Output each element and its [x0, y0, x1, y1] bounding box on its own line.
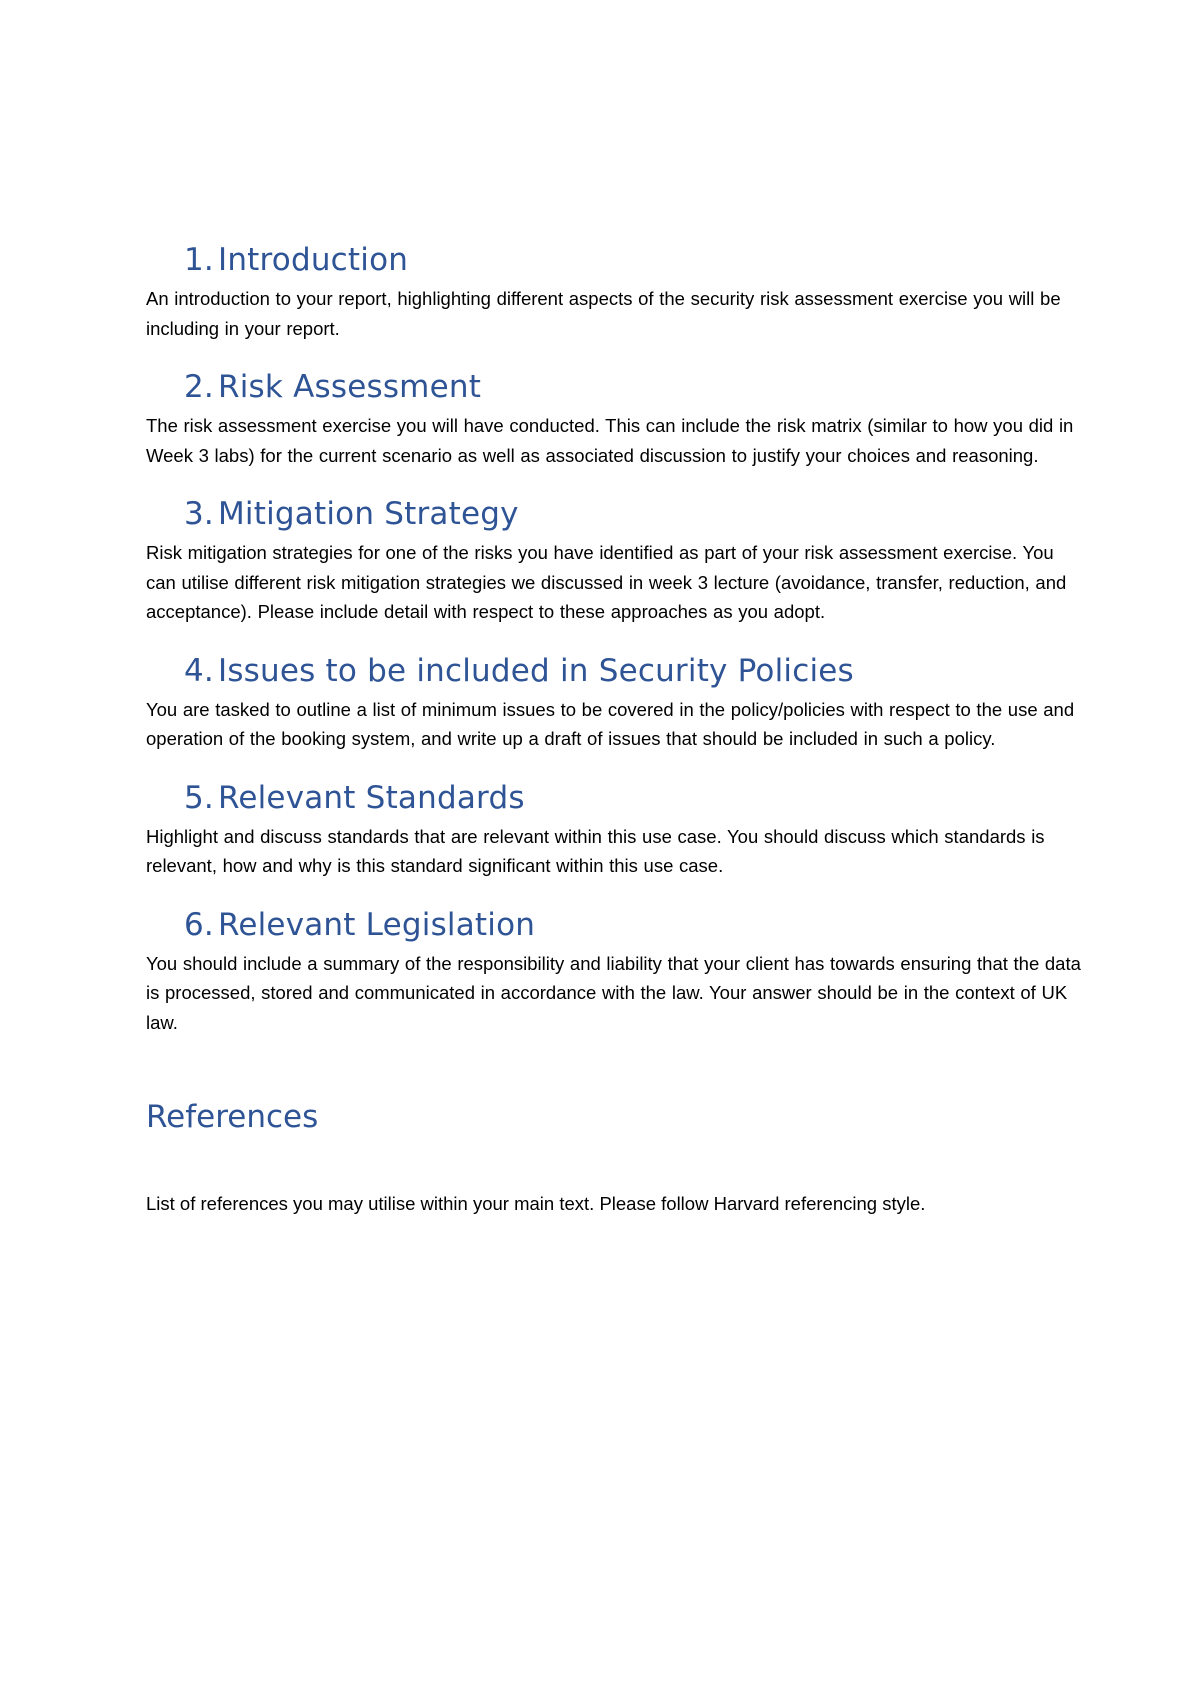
- section-body: Risk mitigation strategies for one of the risks you have identified as part of your risk assessment exercise. You can utilise different risk mitigation strategies we discussed in week 3 lecture (avoidance, transfer, reduction, and acceptance). Please include detail with respect to these approaches as you adopt.: [146, 542, 1067, 622]
- section-title: Introduction: [217, 242, 409, 278]
- section-number: 6.: [184, 906, 214, 943]
- section-title: Risk Assessment: [217, 369, 482, 405]
- section-relevant-standards: [146, 778, 1086, 881]
- section-heading: [146, 494, 1086, 534]
- section-heading: [146, 651, 1086, 691]
- section-title: Relevant Standards: [217, 779, 525, 816]
- section-mitigation-strategy: [146, 494, 1086, 627]
- section-body: You should include a summary of the responsibility and liability that your client has towards ensuring that the data is processed, stored and communicated in accordance with the law. Your answer should be in the context of UK law.: [146, 952, 1081, 1033]
- section-body: You are tasked to outline a list of minimum issues to be covered in the policy/policies with respect to the use and operation of the booking system, and write up a draft of issues that should be included in such a policy.: [146, 698, 1075, 749]
- references-heading: References: [146, 1099, 319, 1135]
- section-title: Relevant Legislation: [217, 906, 536, 943]
- section-security-policies: [146, 651, 1086, 754]
- section-heading: [146, 240, 1086, 280]
- section-body: An introduction to your report, highlighting different aspects of the security risk assessment exercise you will be including in your report.: [146, 288, 1061, 339]
- section-introduction: [146, 240, 1086, 343]
- section-number: 3.: [184, 496, 214, 532]
- section-body: The risk assessment exercise you will have conducted. This can include the risk matrix (similar to how you did in Week 3 labs) for the current scenario as well as associated discussion to justify your choices and reasoning.: [146, 415, 1074, 466]
- section-title: Mitigation Strategy: [217, 496, 519, 532]
- section-number: 5.: [184, 779, 214, 816]
- section-number: 1.: [184, 242, 214, 278]
- section-heading: [146, 905, 1086, 945]
- section-relevant-legislation: [146, 905, 1086, 1038]
- section-number: 4.: [184, 652, 214, 689]
- section-title: Issues to be included in Security Policies: [217, 652, 854, 689]
- section-heading: [146, 367, 1086, 407]
- section-body: Highlight and discuss standards that are relevant within this use case. You should discuss which standards is relevant, how and why is this standard significant within this use case.: [146, 825, 1045, 876]
- section-number: 2.: [184, 369, 214, 405]
- section-heading: [146, 778, 1086, 818]
- references-body: List of references you may utilise within your main text. Please follow Harvard referencing style.: [146, 1193, 926, 1214]
- section-risk-assessment: [146, 367, 1086, 470]
- document-content: [146, 240, 1086, 1219]
